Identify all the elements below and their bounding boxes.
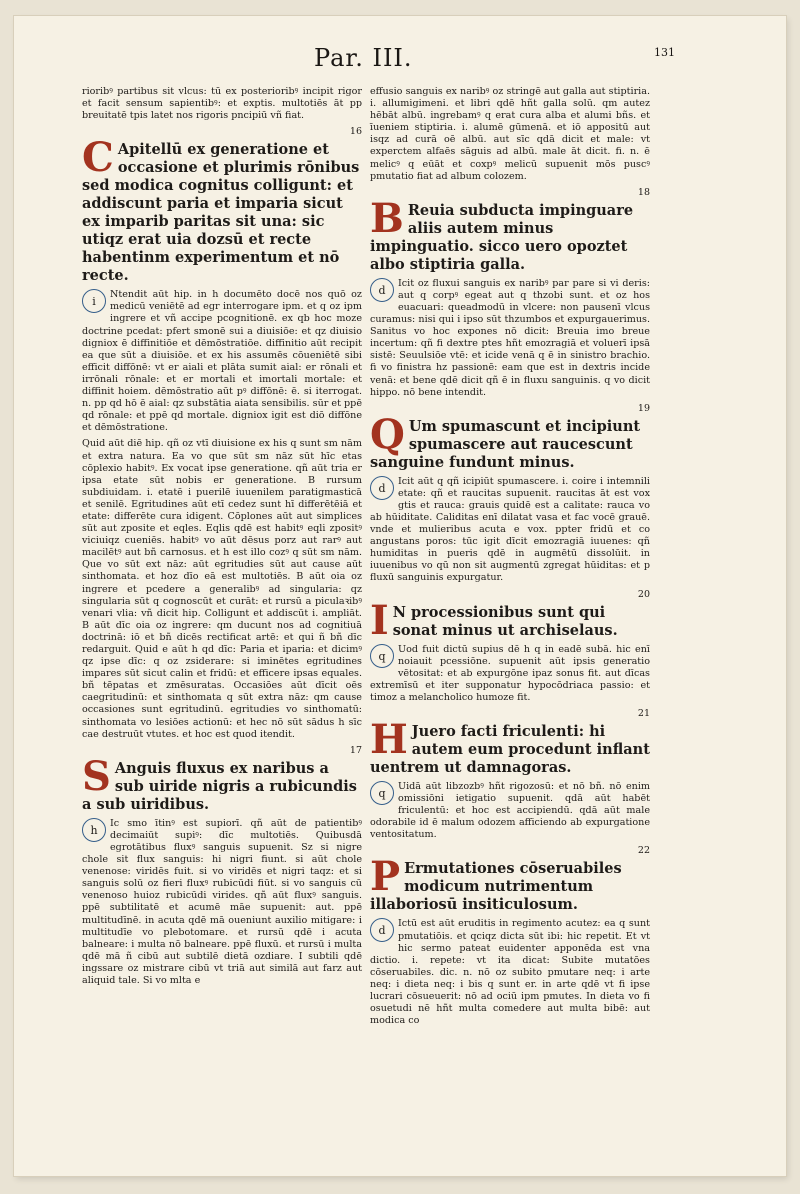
commentary-block	[370, 918, 650, 1031]
commentary-block	[370, 644, 650, 708]
aphorism-lemma	[370, 194, 650, 274]
rubricated-initial: P	[370, 853, 401, 901]
lemma-text: Juero facti friculenti: hi autem eum procedunt inflant uentrem ut damnagoras.	[370, 723, 650, 776]
aphorism-number: 17	[349, 744, 362, 756]
aphorism-number: 20	[637, 588, 650, 600]
commentary-block	[82, 818, 362, 991]
folio-number: 131	[654, 46, 675, 59]
commentary-block	[370, 278, 650, 403]
guide-letter: i	[82, 289, 106, 313]
aphorism-number: 16	[349, 126, 362, 138]
lemma-text: Ermutationes cōseruabiles modicum nutrimentum illaboriosū insiticulosum.	[370, 860, 622, 914]
rubricated-initial: S	[82, 752, 111, 800]
guide-letter: d	[370, 278, 394, 302]
guide-letter: h	[82, 818, 106, 842]
guide-letter: d	[370, 476, 394, 500]
commentary-text: Ictū est aūt eruditis in regimento acutez: ea q sunt pmutatiōis. et qciqz dicta sūt ibi: hic repetit. Et vt hic sermo pateat euidenter apponēda est vna dictio. i. repete: vt ita dicat: Subite mutatōes cōseruabiles. dic. n. nō oz subito pmutare neq: i arte neq: i dieta neq: i bis q sunt er. in arte qdē vt fi ipse lucrari cōsueuerit: nō ad ociū ipm pmutes. In dieta vo fi osuetudi nē hñt multa comedere aut multa bibē: aut modica co	[370, 918, 650, 1027]
aphorism-lemma	[370, 410, 650, 472]
left-column	[82, 86, 362, 991]
lemma-text: Um spumascunt et incipiunt spumascere aut raucescunt sanguine fundunt minus.	[370, 417, 641, 471]
commentary-text: Ic smo ītinꝰ est supiorī. qñ aūt de patientibꝰ decimaiūt supiꝰ: dīc multotiēs. Quibusdā egrotātibus fluxꝰ sanguis supuenit. Sz si nigre chole sit flux sanguis: hi nigri fiunt. si aūt chole venenose: viridēs fuit. si vo viridēs et nigri taqz: et si sanguis solū oz fieri fluxꝰ rubicūdi fiūt. si vo sanguis cū venenoso huioz rubicūdi virides. qñ aūt fluxꝰ sanguis. ppē subtilitatē et acumē māe supuenit: aut. ppē multitudīnē. in acuta qdē mā oueniunt auxilio mitigare: i multitudīe vo plebotomare. et rursū qdē i acuta balneare: i multa nō balneare. ppē fluxū. et rursū i multa qdē mā ñ cibū aut subtilē dietā ozdiare. I subtili qdē ingssare oz mistrare cibū vt triā aut similā aut farz aut aliquid tale. Si vo mlta e	[82, 817, 362, 986]
rubricated-initial: Q	[370, 410, 405, 458]
rubricated-initial: B	[370, 194, 404, 242]
lemma-text: Reuia subducta impinguare aliis autem minus impinguatio. sicco uero opoztet albo stiptiria galla.	[370, 201, 634, 273]
aphorism-lemma	[82, 134, 362, 285]
commentary-text: Icit aūt q qñ icipiūt spumascere. i. coire i intemnili etate: qñ et raucitas supuenit. raucitas āt est vox gtis et rauca: grauis quidē est a calitate: rauca vo ab hūiditate. Caliditas enī dilatat vasa et fac vocē grauē. vnde et mulieribus acuta e vox. ppter fridū et co angustans poros: tūc igit dīcit emozragiā iuuenes: qñ humiditas in pueris qdē in augmētū dissolūit. in iuuenibus vo qū non sit augmentū zgregat hūiditas: et p fluxū sanguinis expurgatur.	[370, 475, 650, 584]
aphorism-lemma	[370, 716, 650, 777]
commentary-block	[370, 476, 650, 589]
text-paragraph: Quid aūt diē hip. qñ oz vtī diuisione ex his q sunt sm nām et extra natura. Ea vo que sūt sm nāz sūt hīc etas cōplexio habitꝰ. Ex vocat ipse generatione. qñ aūt tria er ipsa etate sūt nobis er generatione. B rursum subdiuidam. i. etatē i puerilē iuuenilem paratigmasticā et senilē. Egritudines aūt etī cedez sunt hī differētēiā et etate: differēte cura idigent. Cōplones aūt aut simplices sūt aut zposite et eqles. Eqlis qdē est habitꝰ eqli zpositꝰ viciuiqz cueniēs. habitꝰ vo aūt dēsus porz aut rarꝰ aut macilētꝰ aut bñ carnosus. et h est illo cozꝰ q sūt sm nām. Que vo sūt ext nāz: aūt egritudies sūt aut cause aūt sinthomata. et hoz dīo eā est multotiēs. B aūt oia oz ingrere et pcedere a generalibꝰ ad singularia: qz singularia sūt q cognoscūt et curāt: et rursū a piculaꝛibꝰ venari vlia: vñ dicit hip. Colligunt et addiscūt i. ampliāt. B aūt dīc oia oz ingrere: qm ducunt nos ad cognitiuā doctrinā: iō et bñ dicēs rectificat artē: et qui ñ bñ dīc redarguit. Quid e aūt h qd dīc: Paria et iparia: et dicimꝰ qz ipse dīc: q oz zsiderare: si iminētes egritudines impares sūt sicut calin et fridū: et efficere ipsas equales. bñ tēpatas et zmēsuratas. Occasiōes aūt dīcit oēs caegritudinū: et sinthomata q sūt extra nāz: qm cause occasiones sunt egritudinū. egritudies vo sinthomatū: sinthomata vo lesiōes actionū: et hec nō sūt sādus h sīc cae destruūt vtutes. et hoc est quod itendit.	[82, 438, 362, 740]
guide-letter: q	[370, 644, 394, 668]
aphorism-lemma	[82, 752, 362, 814]
commentary-text: Uidā aūt libzozbꝰ hñt rigozosū: et nō bñ. nō enim omissiōni ietigatio supuenit. qdā aūt habēt friculentū: et hoc est accipiendū. qdā aūt male odorabile id ē malum odozem afficiendo ab expurgatione ventositatum.	[370, 781, 650, 841]
commentary-text: Uod fuit dictū supius dē h q in eadē subā. hic enī noiauit pcessiōne. supuenit aūt ipsis generatio vētositat: et ab expurgōne ipaz sonus fit. aut dīcas extremīsū et iter supponatur hypocōdriaca passio: et timoz a melancholico humoze fit.	[370, 643, 650, 703]
aphorism-lemma	[370, 596, 650, 644]
lemma-text: Anguis fluxus ex naribus a sub uiride nigris a rubicundis a sub uiridibus.	[82, 759, 357, 813]
guide-letter: d	[370, 918, 394, 942]
running-header: Par. III.	[314, 44, 413, 72]
text-paragraph: effusio sanguis ex naribꝰ oz stringē aut galla aut stiptiria. i. allumigimeni. et libri qdē hñt galla solū. qm autez hēbāt albū. ingrebamꝰ q erat cura alba et alumi bñs. et īueniem stiptiria. i. alumē gūmenā. et iō appositū aut isqz ad curā oē albū. aut sīc qdā dicit et male: vt experctem alfaēs sāguis ad albū. male āt dicit. fi. n. ē melicꝰ q eūāt et coxpꝰ melicū supuenit mōs puscꝰ pmutatio fiat ad album colozem.	[370, 86, 650, 182]
aphorism-number: 18	[637, 186, 650, 198]
rubricated-initial: H	[370, 716, 408, 763]
guide-letter: q	[370, 781, 394, 805]
commentary-text: Ntendit aūt hip. in h documēto docē nos quō oz medicū veniētē ad egr interrogare ipm. et q oz ipm ingrere et vñ accipe pcognitionē. ex qb hoc moze doctrine pcedat: pfert smonē sui a diuisiōe: et qz diuisio digniox ē diffinitiōe et dēmōstratiōe. diffinitio aūt recipit ea que sūt a diuisiōe. et ex his assumēs cōueniētē sibi efficit diffōnē: vt er aiali et plāta sumit aial: er rōnali et irrōnali rōnale: et er mortali et imortali mortale: et diffinit hoiem. dēmōstratio aūt pꝰ diffōnē: ē. si iterrogat. n. pp qd hō ē aial: qz substātia aiata sensibilis. sūr et ppē qd rōnale: et ppē qd mortale. digniox igit est diō diffōne et dēmōstratione.	[82, 289, 362, 434]
right-column	[370, 86, 650, 1031]
commentary-block	[370, 781, 650, 845]
lemma-text: N processionibus sunt qui sonat minus ut archiselaus.	[392, 603, 618, 639]
rubricated-initial: I	[370, 596, 389, 644]
aphorism-lemma	[370, 853, 650, 914]
text-paragraph: rioribꝰ partibus sit vlcus: tū ex posterioribꝰ incipit rigor et facit sensum sapientibꝰ: et exptis. multotiēs āt pp breuitatē tpis latet nos rigoris pncipiū vñ fiat.	[82, 86, 362, 122]
commentary-text: Icit oz fluxui sanguis ex naribꝰ par pare si vi deris: aut q corpꝰ egeat aut q thzobi sunt. et oz hos euacuari: queadmodū in vlcere: non pausenī vlcus curamus: nisi qui i ipso sūt thzumbos et expurgauerimus. Sanitus vo hoc expones nō dicit: Breuia imo breue incertum: qñ fi dextre ptes hñt emozragiā et voluerī ipsā sistē: Seuulsiōe vtē: et icide venā q ē in sinistro brachio. fi vo finistra hz passionē: eam que est in dextris incide venā: et bene qdē dicit qñ ē in fluxu sanguinis. q vo dicit hippo. nō bene intendit.	[370, 277, 650, 398]
manuscript-page	[14, 16, 786, 1176]
aphorism-number: 22	[637, 845, 650, 857]
lemma-text: Apitellū ex generatione et occasione et plurimis rōnibus sed modica cognitus colligunt: et addiscunt paria et imparia sicut ex imparib paritas sit una: sic utiqz erat uia dozsū et recte habentinm experimentum et nō recte.	[82, 141, 360, 285]
commentary-block	[82, 289, 362, 438]
rubricated-initial: C	[82, 134, 114, 182]
aphorism-number: 19	[637, 402, 650, 414]
aphorism-number: 21	[637, 708, 650, 719]
